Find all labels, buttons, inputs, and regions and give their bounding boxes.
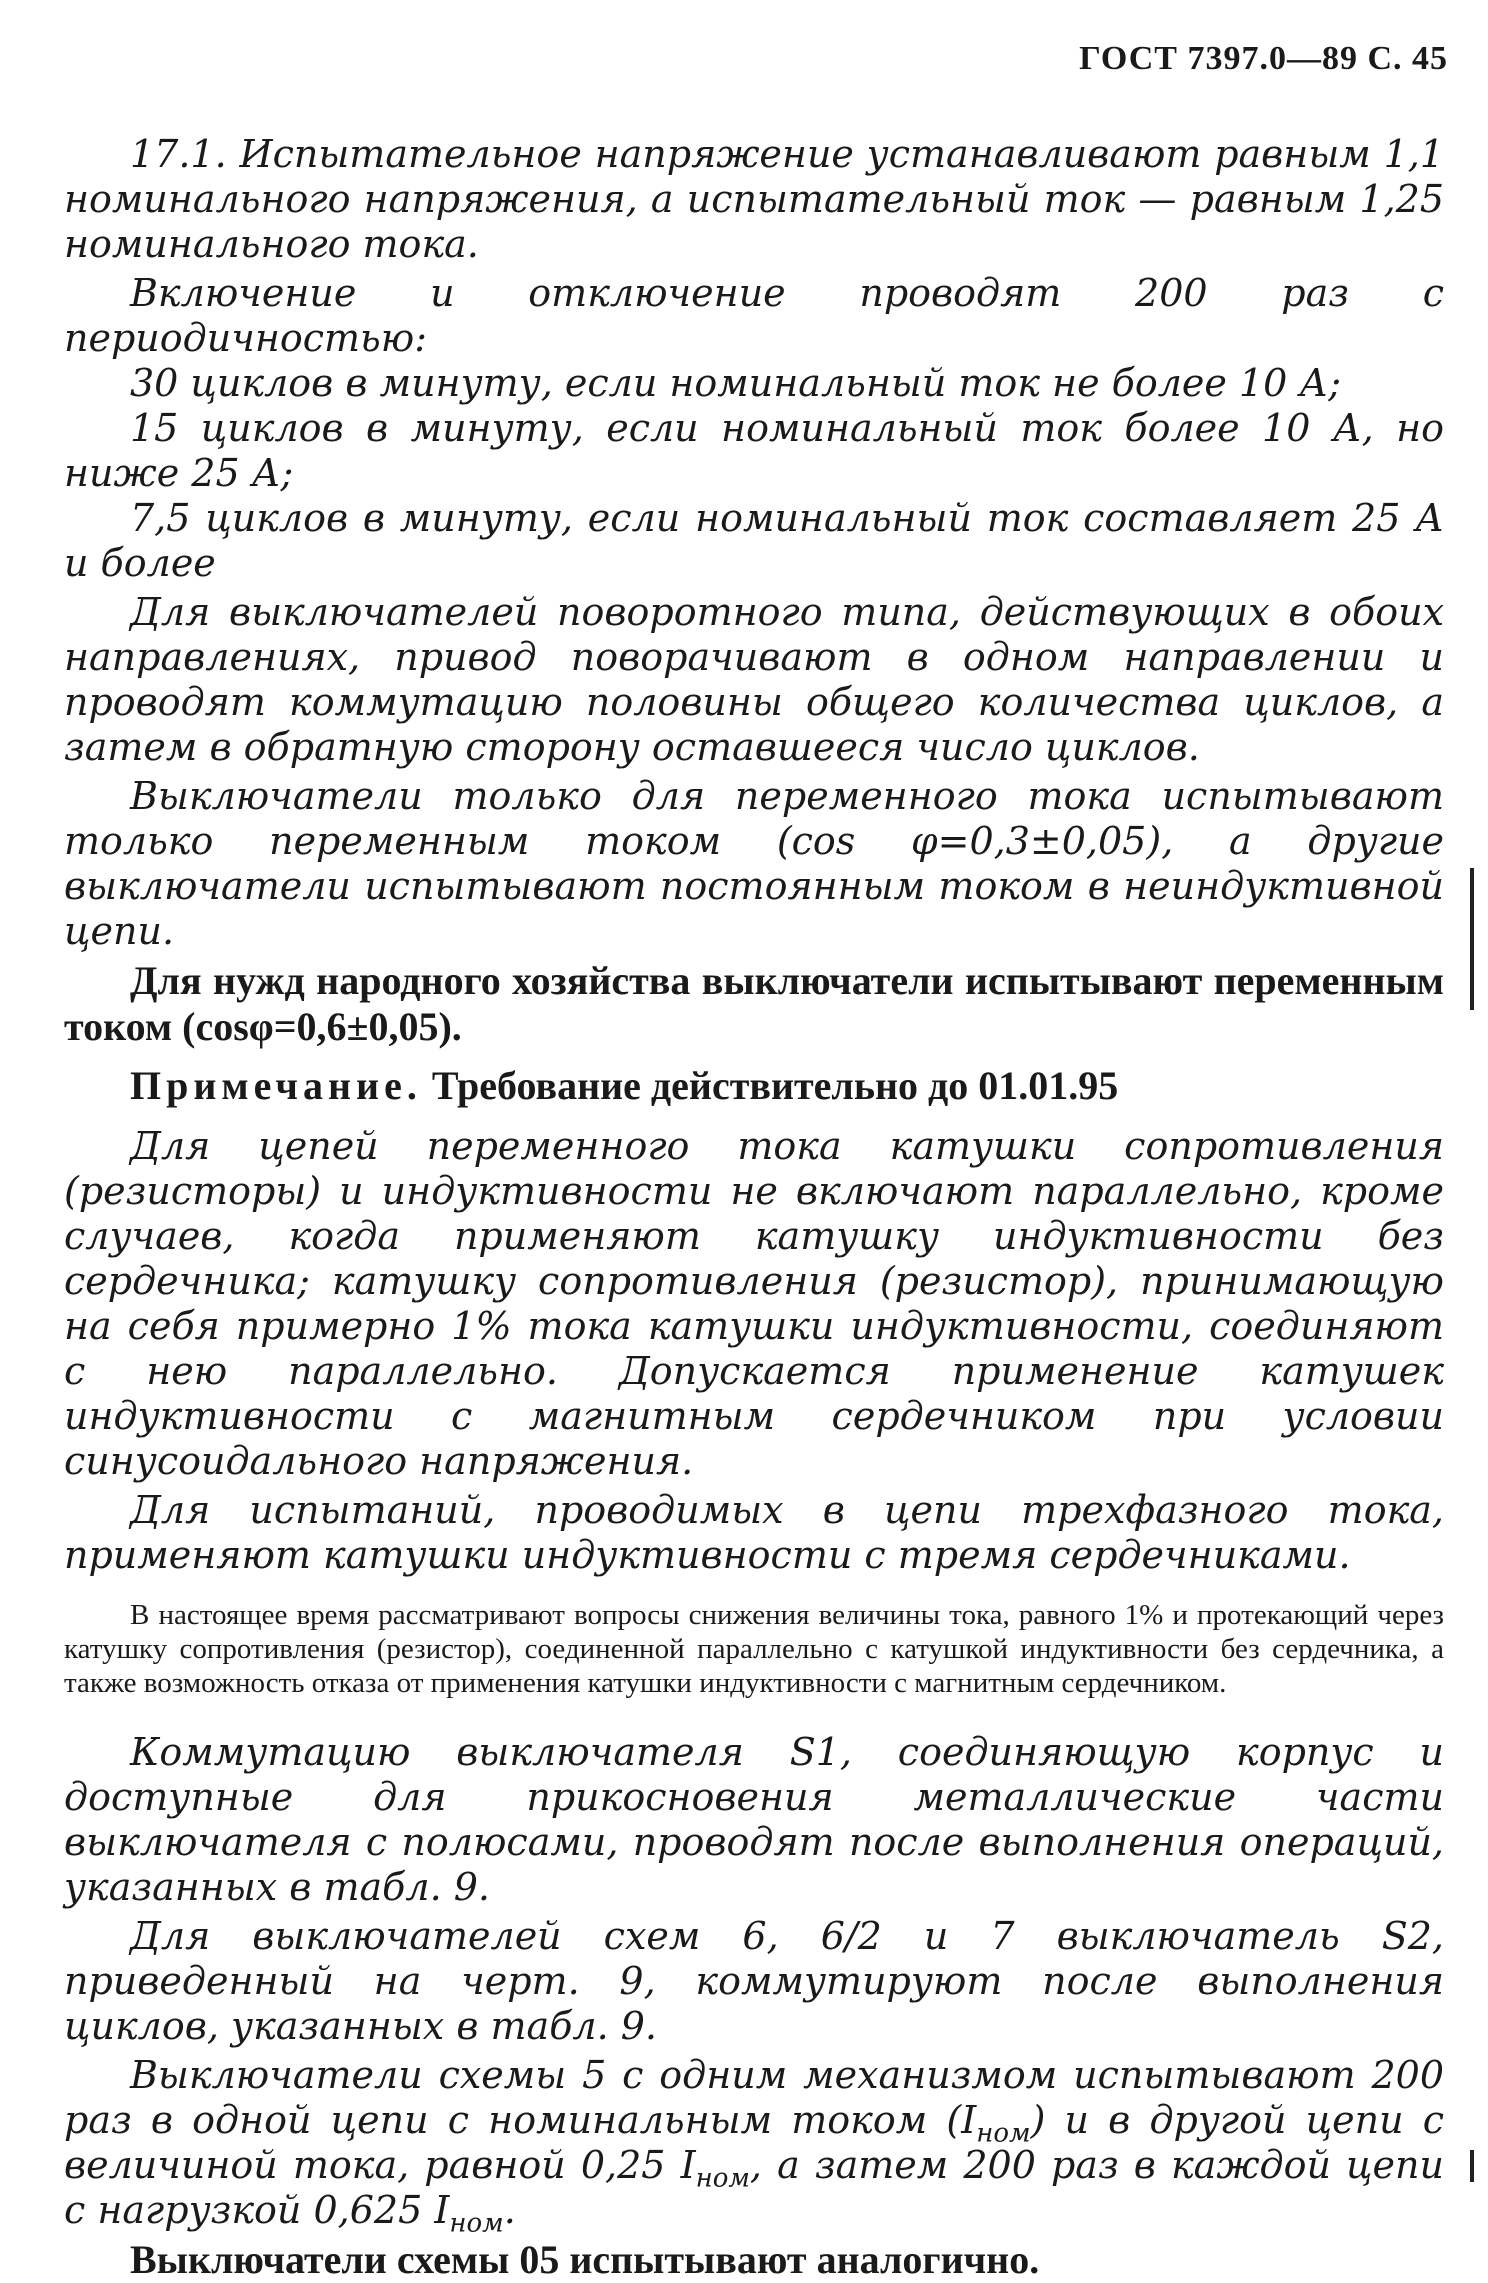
- paragraph-7-5-cycles: 7,5 циклов в минуту, если номинальный ток составляет 25 А и более: [64, 496, 1444, 585]
- scheme-5-text-d: .: [503, 2188, 516, 2232]
- document-body: [64, 132, 1444, 2283]
- scheme-5-subscript-3: ном: [449, 2208, 504, 2239]
- note: [64, 1062, 1444, 1110]
- paragraph-s1-switching: Коммутацию выключателя S1, соединяющую корпус и доступные для прикосновения металлические части выключателя с полюсами, проводят после выполнения операций, указанных в табл. 9.: [64, 1730, 1444, 1909]
- paragraph-ac-only-switches: Выключатели только для переменного тока испытывают только переменным током (cos φ=0,3±0,05), а другие выключатели испытывают постоянным током в неиндуктивной цепи.: [64, 774, 1444, 953]
- paragraph-scheme-05: Выключатели схемы 05 испытывают аналогично.: [130, 2237, 1040, 2282]
- paragraph-rotary-switches: Для выключателей поворотного типа, действующих в обоих направлениях, привод поворачивают в одном направлении и проводят коммутацию половины общего количества циклов, а затем в обратную сторону оставшееся число циклов.: [64, 590, 1444, 769]
- scheme-5-subscript-2: ном: [695, 2163, 750, 2194]
- margin-change-bar-bottom: [1470, 2150, 1474, 2182]
- scheme-5-subscript-1: ном: [976, 2118, 1031, 2149]
- page-header: ГОСТ 7397.0—89 С. 45: [1079, 40, 1448, 77]
- paragraph-15-cycles: 15 циклов в минуту, если номинальный ток более 10 А, но ниже 25 А;: [64, 406, 1444, 495]
- paragraph-small-print-note: В настоящее время рассматривают вопросы снижения величины тока, равного 1% и протекающий через катушку сопротивления (резистор), соединенной параллельно с катушкой индуктивности без сердечника, а также возможность отказа от применения катушки индуктивности с магнитным сердечником.: [64, 1599, 1444, 1699]
- note-label: Примечание.: [130, 1063, 422, 1108]
- note-text: Требование действительно до 01.01.95: [431, 1063, 1119, 1108]
- scheme-5-text-a: Выключатели схемы 5 с одним механизмом испытывают 200 раз в одной цепи с номинальным током (I: [64, 2053, 1444, 2142]
- paragraph-30-cycles: 30 циклов в минуту, если номинальный ток не более 10 А;: [130, 361, 1341, 405]
- paragraph-national-economy: Для нужд народного хозяйства выключатели испытывают переменным током (cosφ=0,6±0,05).: [64, 958, 1444, 1049]
- paragraph-scheme-5: [64, 2053, 1444, 2239]
- paragraph-s2-switching: Для выключателей схем 6, 6/2 и 7 выключатель S2, приведенный на черт. 9, коммутируют после выполнения циклов, указанных в табл. 9.: [64, 1914, 1444, 2048]
- paragraph-three-phase: Для испытаний, проводимых в цепи трехфазного тока, применяют катушки индуктивности с тремя сердечниками.: [64, 1488, 1444, 1577]
- paragraph-ac-circuits: Для цепей переменного тока катушки сопротивления (резисторы) и индуктивности не включают параллельно, кроме случаев, когда применяют катушку индуктивности без сердечника; катушку сопротивления (резистор), принимающую на себя примерно 1% тока катушки индуктивности, соединяют с нею параллельно. Допускается применение катушек индуктивности с магнитным сердечником при условии синусоидального напряжения.: [64, 1124, 1444, 1483]
- margin-change-bar-top: [1470, 868, 1474, 1010]
- paragraph-17-1: 17.1. Испытательное напряжение устанавливают равным 1,1 номинального напряжения, а испытательный ток — равным 1,25 номинального тока.: [64, 132, 1444, 266]
- scheme-5-text-b: ) и в другой цепи с величиной тока, равной 0,25 I: [64, 2098, 1444, 2187]
- scheme-5-text-c: , а затем 200 раз в каждой цепи с нагрузкой 0,625 I: [64, 2143, 1444, 2232]
- paragraph-switching-periodicity: Включение и отключение проводят 200 раз с периодичностью:: [64, 271, 1444, 360]
